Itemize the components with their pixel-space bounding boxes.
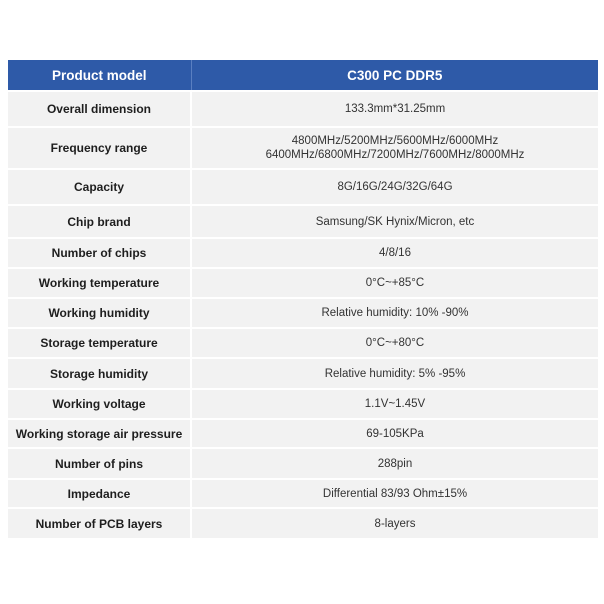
spec-label: Overall dimension — [8, 91, 191, 127]
spec-value-line: 6400MHz/6800MHz/7200MHz/7600MHz/8000MHz — [265, 149, 525, 161]
spec-value-line: Samsung/SK Hynix/Micron, etc — [315, 215, 475, 228]
header-product-model-value: C300 PC DDR5 — [191, 60, 598, 91]
spec-table — [8, 60, 598, 538]
table-row — [8, 298, 598, 328]
table-row — [8, 127, 598, 169]
table-row — [8, 238, 598, 268]
spec-value — [191, 419, 598, 448]
spec-value-line: 1.1V~1.45V — [364, 398, 426, 410]
spec-label: Working voltage — [8, 389, 191, 419]
spec-label: Working humidity — [8, 298, 191, 328]
spec-value-line: 0°C~+85°C — [365, 277, 425, 289]
spec-value-line: 69-105KPa — [366, 427, 424, 440]
spec-value-line: Relative humidity: 5% -95% — [324, 367, 466, 380]
table-row — [8, 448, 598, 479]
spec-value — [191, 358, 598, 389]
table-row — [8, 328, 598, 358]
table-row — [8, 479, 598, 508]
spec-value — [191, 169, 598, 205]
spec-value — [191, 448, 598, 479]
spec-value — [191, 298, 598, 328]
spec-label: Capacity — [8, 169, 191, 205]
table-row — [8, 508, 598, 538]
spec-label: Working storage air pressure — [8, 419, 191, 448]
spec-value-line: 288pin — [377, 457, 413, 470]
spec-table-body — [8, 91, 598, 538]
spec-label: Frequency range — [8, 127, 191, 169]
spec-label: Storage temperature — [8, 328, 191, 358]
spec-value — [191, 508, 598, 538]
spec-value-line: 8G/16G/24G/32G/64G — [337, 181, 453, 193]
spec-value — [191, 91, 598, 127]
table-header-row — [8, 60, 598, 91]
table-row — [8, 205, 598, 238]
spec-label: Number of chips — [8, 238, 191, 268]
spec-value-line: 0°C~+80°C — [365, 337, 425, 349]
spec-value-line: 8-layers — [374, 517, 416, 530]
spec-label: Chip brand — [8, 205, 191, 238]
spec-value — [191, 238, 598, 268]
spec-value — [191, 127, 598, 169]
spec-value-line: 4/8/16 — [379, 247, 411, 259]
table-row — [8, 389, 598, 419]
table-row — [8, 419, 598, 448]
spec-value-line: Relative humidity: 10% -90% — [321, 307, 469, 319]
spec-label: Storage humidity — [8, 358, 191, 389]
spec-value-line: 133.3mm*31.25mm — [344, 103, 446, 115]
table-row — [8, 358, 598, 389]
spec-value — [191, 479, 598, 508]
spec-label: Number of pins — [8, 448, 191, 479]
spec-label: Number of PCB layers — [8, 508, 191, 538]
spec-value — [191, 389, 598, 419]
spec-value — [191, 328, 598, 358]
spec-value-line: Differential 83/93 Ohm±15% — [322, 487, 468, 500]
table-row — [8, 169, 598, 205]
table-row — [8, 268, 598, 298]
spec-label: Working temperature — [8, 268, 191, 298]
spec-value — [191, 268, 598, 298]
spec-value — [191, 205, 598, 238]
spec-value-line: 4800MHz/5200MHz/5600MHz/6000MHz — [291, 135, 499, 147]
spec-label: Impedance — [8, 479, 191, 508]
header-product-model-label: Product model — [8, 60, 191, 91]
table-row — [8, 91, 598, 127]
